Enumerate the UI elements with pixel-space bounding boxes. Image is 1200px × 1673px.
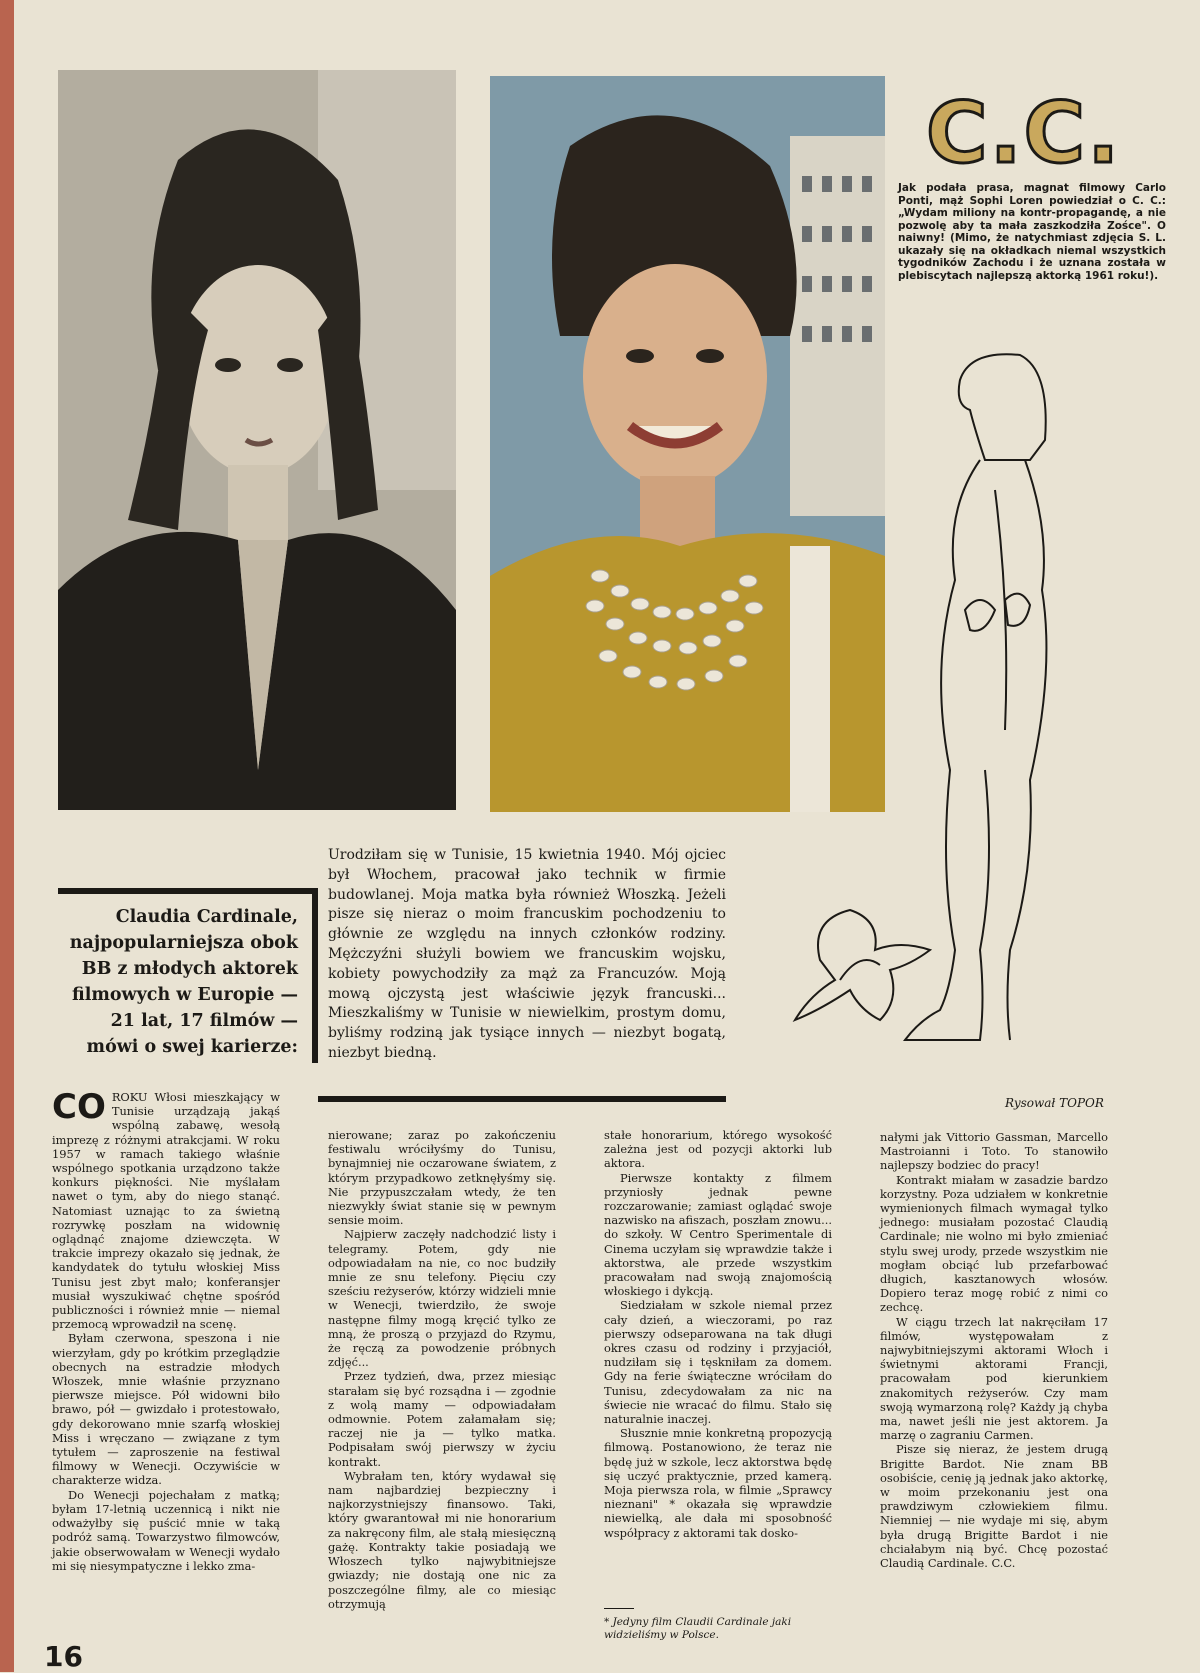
article-paragraph: Pierwsze kontakty z filmem przyniosły jednak pewne rozczarowanie; zamiast oglądać swoje nazwisko na afiszach, poszłam znowu... do szkoły. W Centro Sperimentale di Cinema uczyłam się wprawdzie także i aktorstwa, ale przede wszystkim pracowałam nad swoją znajomością włoskiego i dykcją. [604,1170,832,1299]
article-column-1 [52,1087,280,1573]
article-paragraph: stałe honorarium, którego wysokość zależna jest od pozycji aktorki lub aktora. [604,1128,832,1171]
article-paragraph: W ciągu trzech lat nakręciłam 17 filmów, występowałam z najwybitniejszymi aktorami Włoch i świetnymi aktorami Francji, pracowałam pod kierunkiem znakomitych reżyserów. Czy mam swoją wymarzoną rolę? Każdy ją chyba ma, nawet jeśli nie jest aktorem. Ja marzę o zagraniu Carmen. [880,1314,1108,1443]
footnote-rule [604,1608,634,1609]
article-paragraph: Pisze się nieraz, że jestem drugą Brigitte Bardot. Nie znam BB osobiście, cenię ją jednak jako aktorkę, w moim przekonaniu jest ona prawdziwym człowiekiem filmu. Niemniej — nie wydaje mi się, abym była drugą Brigitte Bardot i nie chciałabym nią być. Chcę pozostać Claudią Cardinale. C.C. [880,1442,1108,1571]
illustration-credit: Rysował TOPOR [1005,1096,1104,1110]
article-paragraph: Byłam czerwona, speszona i nie wierzyłam, gdy po krótkim przeglądzie obecnych na estradzie młodych Włoszek, mnie właśnie przyznano pierwsze miejsce. Pół widowni biło brawo, pół — gwizdało i protestowało, gdy dekorowano mnie szarfą włoskiej Miss i wręczano — związane z tym tytułem — zaproszenie na festiwal filmowy w Wenecji. Oczywiście w charakterze widza. [52,1331,280,1488]
lead-text: Claudia Cardinale, najpopularniejsza obok BB z młodych aktorek filmowych w Europie — 21 lat, 17 filmów — mówi o swej karierze: [69,907,298,1057]
article-paragraph: CO ROKU Włosi mieszkający w Tunisie urządzają jakąś wspólną zabawę, wesołą imprezę z różnymi atrakcjami. W roku 1957 w ramach takiego właśnie wspólnego spotkania urządzono także konkurs piękności. Nie myślałam nawet o tym, aby do niego stanąć. Natomiast uznając to za świetną rozrywkę poszłam na widownię oglądnąć znajome dziewczęta. W trakcie imprezy okazało się jednak, że kandydatek do tytułu włoskiej Miss Tunisu jest zbyt mało; konferansjer musiał wyszukiwać chętne spośród publiczności i również mnie — niemal przemocą wprowadził na scenę. [52,1087,280,1332]
article-paragraph: nałymi jak Vittorio Gassman, Marcello Mastroianni i Toto. To stanowiło najlepszy bodziec do pracy! [880,1130,1108,1173]
article-paragraph: Najpierw zaczęły nadchodzić listy i telegramy. Potem, gdy nie odpowiadałam na nie, co noc budziły mnie ze snu telefony. Pięciu czy sześciu reżyserów, którzy widzieli mnie w Wenecji, twierdziło, że swoje następne filmy mogą kręcić tylko ze mną, że proszą o przyjazd do Rzymu, że ręczą za powodzenie próbnych zdjęć... [328,1227,556,1370]
portrait-illustration [58,70,456,810]
line-drawing-illustration [780,350,1140,1080]
lead-rule [318,1096,726,1102]
article-paragraph: Do Wenecji pojechałam z matką; byłam 17-letnią uczennicą i nikt nie odważyłby się puścić mnie w taką podróż samą. Towarzystwo filmowców, jakie obserwowałam w Wenecji wydało mi się niesympatyczne i lekko zma- [52,1487,280,1573]
article-paragraph: Słusznie mnie konkretną propozycją filmową. Postanowiono, że teraz nie będę już w szkole, lecz aktorstwa będę się uczyć praktycznie, przed kamerą. Moja pierwsza rola, w filmie „Sprawcy nieznani" * okazała się wprawdzie niewielką, ale dała mi sposobność współpracy z aktorami tak dosko- [604,1426,832,1540]
article-column-3 [604,1128,832,1540]
article-paragraph: nierowane; zaraz po zakończeniu festiwalu wróciłyśmy do Tunisu, bynajmniej nie oczarowane światem, z którym przypadkowo zetknęłyśmy się. Nie przypuszczałam wtedy, że ten niezwykły świat stanie się w pewnym sensie moim. [328,1128,556,1228]
page-number: 16 [44,1640,83,1673]
photo-portrait-black-white [58,70,456,810]
cc-logo: C.C. [926,84,1122,182]
article-paragraph: Siedziałam w szkole niemal przez cały dzień, a wieczorami, po raz pierwszy odseparowana na tak długi okres czasu od rodziny i przyjaciół, nudziłam się i tęskniłam za domem. Gdy na ferie świąteczne wróciłam do Tunisu, zdecydowałam za nic na świecie nie wracać do filmu. Stało się naturalnie inaczej. [604,1298,832,1427]
article-paragraph: Przez tydzień, dwa, przez miesiąc starałam się być rozsądna i — zgodnie z wolą mamy — odpowiadałam odmownie. Potem załamałam się; raczej nie ja — tylko matka. Podpisałam swój pierwszy w życiu kontrakt. [328,1369,556,1469]
article-paragraph: Kontrakt miałam w zasadzie bardzo korzystny. Poza udziałem w konkretnie wymienionych filmach wymagał tylko jednego: musiałam pozostać Claudią Cardinale; nie wolno mi było zmieniać stylu swej urody, przede wszystkim nie mogłam obciąć lub przefarbować długich, kasztanowych włosów. Dopiero teraz mogę robić z nimi co zechcę. [880,1172,1108,1315]
drop-cap: CO [52,1087,106,1127]
lead-box [58,888,318,1063]
article-column-2 [328,1128,556,1611]
page-edge [0,0,14,1672]
article-column-4 [880,1130,1108,1570]
intro-paragraph: Urodziłam się w Tunisie, 15 kwietnia 1940. Mój ojciec był Włochem, pracował jako technik w firmie budowlanej. Moja matka była również Włoszką. Jeżeli pisze się nieraz o moim francuskim pochodzeniu to głównie ze względu na innych członków rodziny. Mężczyźni służyli bowiem we francuskim wojsku, kobiety powychodziły za mąż za Francuzów. Moją mową ojczystą jest właściwie język francuski... Mieszkaliśmy w Tunisie w niewielkim, prostym domu, byliśmy rodziną jak tysiące innych — niezbyt bogatą, niezbyt biedną. [328,847,726,1061]
footnote: * Jedyny film Claudii Cardinale jaki widzieliśmy w Polsce. [604,1616,792,1641]
article-paragraph: Wybrałam ten, który wydawał się nam najbardziej bezpieczny i najkorzystniejszy finansowo. Taki, który gwarantował mi nie honorarium za nakręcony film, ale stałą miesięczną gażę. Kontrakty takie posiadają we Włoszech tylko najwybitniejsze gwiazdy; nie dostają one nic za poszczególne filmy, ale co miesiąc otrzymują [328,1468,556,1611]
side-intro-text: Jak podała prasa, magnat filmowy Carlo Ponti, mąż Sophi Loren powiedział o C. C.: „Wydam miliony na kontr-propagandę, a nie pozwolę aby ta mała zaszkodziła Zośce". O naiwny! (Mimo, że natychmiast zdjęcia S. L. ukazały się na okładkach niemal wszystkich tygodników Zachodu i że uznana została w plebiscytach najlepszą aktorką 1961 roku!). [898,182,1166,282]
